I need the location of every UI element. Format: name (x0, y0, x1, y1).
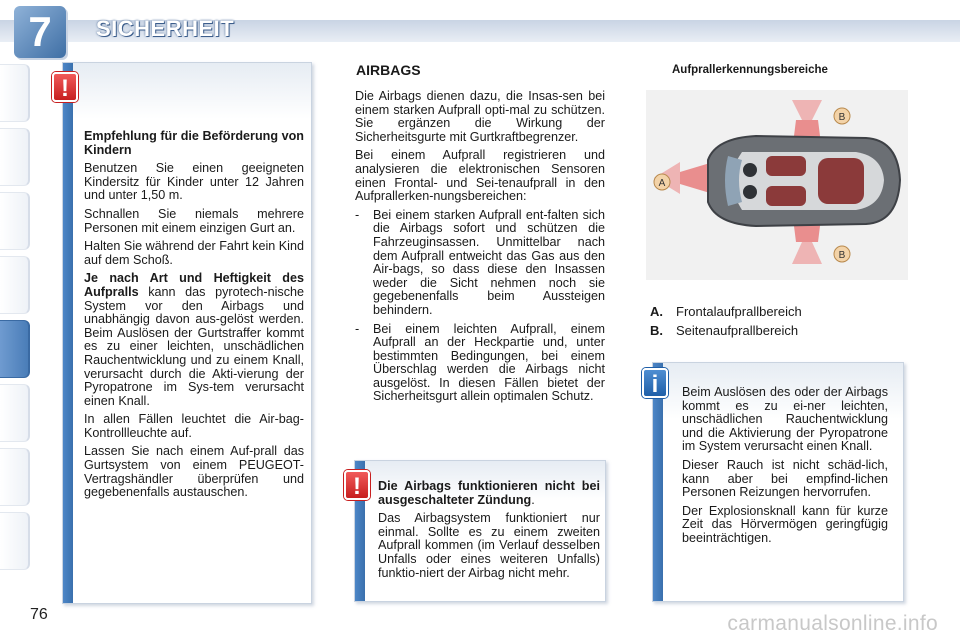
paragraph: Das Airbagsystem funktioniert nur einmal. Sollte es zu einem zweiten Aufprall kommen (im Verlauf desselben Unfalls oder eines weiteren Unfalls) funktio-niert der Airbag nicht mehr. (378, 511, 600, 580)
info-icon: i (642, 368, 668, 398)
chapter-tab[interactable] (0, 128, 30, 186)
warning-icon: ! (52, 72, 78, 102)
paragraph: Halten Sie während der Fahrt kein Kind auf dem Schoß. (84, 239, 304, 267)
chapter-tabs (0, 64, 34, 574)
list-item (355, 209, 605, 318)
page-number: 76 (30, 606, 48, 623)
warning-heading: Die Airbags funktionieren nicht bei ausgeschalteter Zündung (378, 479, 600, 507)
svg-text:A: A (658, 178, 666, 189)
chapter-tab[interactable] (0, 256, 30, 314)
paragraph: Die Airbags dienen dazu, die Insas-sen bei einem starken Aufprall opti-mal zu schützen. Sie ergänzen die Wirkung der Sicherheitsgurte mit Gurtkraftbegrenzer. (355, 89, 605, 144)
zone-label-a (654, 174, 670, 190)
chapter-tab[interactable] (0, 512, 30, 570)
ignition-warning-text (378, 480, 600, 585)
list-item-text: Bei einem starken Aufprall ent-falten sich die Airbags sofort und schützen die Fahrzeuginsassen. Unmittelbar nach dem Aufprall entweicht das Gas aus den Air-bags, so dass diese den Insassen weder die Sicht nehmen noch sie gegebenenfalls beim Aussteigen behindern. (373, 207, 605, 317)
chapter-tab[interactable] (0, 448, 30, 506)
legend-text: Seitenaufprallbereich (676, 323, 799, 338)
list-dash: - (355, 321, 360, 336)
paragraph: In allen Fällen leuchtet die Air-bag-Kontrollleuchte auf. (84, 412, 304, 440)
chapter-number: 7 (14, 6, 66, 58)
chapter-tab-active[interactable] (0, 320, 30, 378)
legend-row (650, 304, 802, 319)
paragraph (378, 480, 600, 507)
child-transport-text (84, 130, 304, 505)
list-dash: - (355, 207, 360, 222)
paragraph: Bei einem Aufprall registrieren und analysieren die elektronischen Sensoren einen Frontal- und Sei-tenaufprall in den Aufprallerken-nungsbereichen: (355, 148, 605, 204)
chapter-tab[interactable] (0, 384, 30, 442)
paragraph: Benutzen Sie einen geeigneten Kindersitz für Kinder unter 12 Jahren und unter 1,50 m. (84, 161, 304, 203)
diagram-title: Aufprallerkennungsbereiche (672, 64, 828, 76)
warning-icon: ! (344, 470, 370, 500)
info-text (682, 386, 888, 551)
section-title: AIRBAGS (356, 62, 421, 78)
zone-label-b-top (834, 108, 850, 124)
list-item (355, 323, 605, 405)
child-transport-heading: Empfehlung für die Beförderung von Kindern (84, 129, 304, 157)
list-item-text: Bei einem leichten Aufprall, einem Aufprall an der Heckpartie und, unter bestimmten Bedingungen, bei einem Überschlag werden die Airbags nicht ausgelöst. In diesen Fällen bietet der Sicherheitsgurt allein optimalen Schutz. (373, 321, 605, 404)
diagram-legend (650, 304, 802, 342)
legend-key: A. (650, 304, 663, 319)
paragraph-rest: kann das pyrotech-nische System vor den Airbags und unabhängig davon aus-gelöst werden. Beim Auslösen der Gurtstraffer kommt es zu einer leichten, unschädlichen Rauchentwicklung und zu einem Knall, verursacht durch die Akti-vierung der Pyropatrone im Sys-tem verursacht einen Knall. (84, 284, 304, 408)
zone-label-b-bottom (834, 246, 850, 262)
header (0, 0, 960, 58)
paragraph (84, 272, 304, 408)
legend-key: B. (650, 323, 663, 338)
panel-stripe (63, 63, 73, 603)
watermark: carmanualsonline.info (727, 612, 938, 635)
car-top-view (708, 136, 900, 226)
svg-text:B: B (838, 112, 846, 123)
paragraph: Beim Auslösen des oder der Airbags kommt es zu ei-ner leichten, unschädlichen Rauchentwicklung und die Aktivierung der Pyropatrone im System verursacht einen Knall. (682, 385, 888, 454)
panel-header-fade (73, 63, 311, 119)
heading-end: . (531, 492, 535, 507)
paragraph: Lassen Sie nach einem Auf-prall das Gurtsystem von einem PEUGEOT-Vertragshändler überprüfen und gegebenenfalls austauschen. (84, 444, 304, 500)
page-title: SICHERHEIT (96, 16, 235, 41)
impact-zone-diagram (646, 90, 908, 280)
svg-text:B: B (838, 250, 846, 261)
paragraph: Schnallen Sie niemals mehrere Personen mit einem einzigen Gurt an. (84, 206, 304, 235)
legend-text: Frontalaufprallbereich (676, 304, 802, 319)
chapter-tab[interactable] (0, 64, 30, 122)
chapter-tab[interactable] (0, 192, 30, 250)
paragraph: Der Explosionsknall kann für kurze Zeit das Hörvermögen geringfügig beeinträchtigen. (682, 503, 888, 545)
bold-lead: Je nach Art und Heftigkeit des Aufpralls (84, 271, 304, 299)
airbags-text (355, 90, 605, 409)
legend-row (650, 323, 802, 338)
paragraph: Dieser Rauch ist nicht schäd-lich, kann aber bei empfind-lichen Personen Reizungen hervorrufen. (682, 457, 888, 500)
